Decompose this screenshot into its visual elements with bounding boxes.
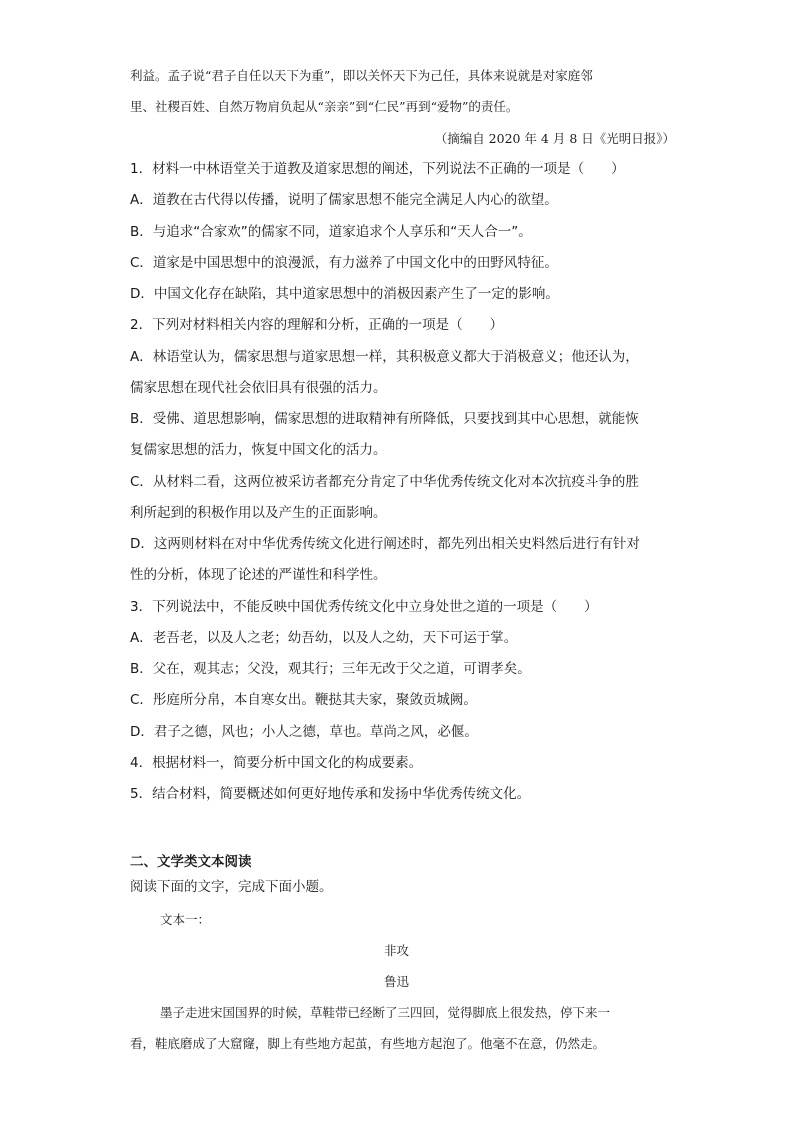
question-2-option-b-cont: 复儒家思想的活力，恢复中国文化的活力。 [130,442,387,458]
section-heading: 二、文学类文本阅读 [130,854,252,870]
story-paragraph-line: 看，鞋底磨成了大窟窿，脚上有些地方起茧，有些地方起泡了。他毫不在意，仍然走。 [130,1036,606,1051]
passage-line: 里、社稷百姓、自然万物肩负起从“亲亲”到“仁民”再到“爱物”的责任。 [130,99,519,114]
section-instruction: 阅读下面的文字，完成下面小题。 [130,879,333,895]
question-3-option-d: D．君子之德，风也；小人之德，草也。草尚之风，必偃。 [130,724,478,740]
question-2-option-b: B．受佛、道思想影响，儒家思想的进取精神有所降低，只要找到其中心思想，就能恢 [130,411,639,427]
question-2-option-a-cont: 儒家思想在现代社会依旧具有很强的活力。 [130,380,387,396]
question-4: 4．根据材料一，简要分析中国文化的构成要素。 [130,755,423,771]
text-label: 文本一： [160,912,211,927]
question-3-stem: 3．下列说法中，不能反映中国优秀传统文化中立身处世之道的一项是（ ） [130,599,598,615]
question-2-option-c: C．从材料二看，这两位被采访者都充分肯定了中华优秀传统文化对本次抗疫斗争的胜 [130,474,639,490]
question-1-option-d: D．中国文化存在缺陷，其中道家思想中的消极因素产生了一定的影响。 [130,286,559,302]
question-5: 5．结合材料，简要概述如何更好地传承和发扬中华优秀传统文化。 [130,786,531,802]
story-paragraph-line: 墨子走进宋国国界的时候，草鞋带已经断了三四回，觉得脚底上很发热，停下来一 [160,1005,611,1020]
question-1-option-b: B．与追求“合家欢”的儒家不同，道家追求个人享乐和“天人合一”。 [130,224,532,240]
question-1-option-a: A．道教在古代得以传播，说明了儒家思想不能完全满足人内心的欲望。 [130,192,558,208]
story-author: 鲁迅 [383,974,409,989]
question-1-option-c: C．道家是中国思想中的浪漫派，有力滋养了中国文化中的田野风特征。 [130,255,558,271]
question-2-option-d: D．这两则材料在对中华优秀传统文化进行阐述时，都先列出相关史料然后进行有针对 [130,536,640,552]
passage-line: 利益。孟子说“君子自任以天下为重”，即以关怀天下为己任，具体来说就是对家庭邻 [130,68,593,83]
question-2-option-a: A．林语堂认为，儒家思想与道家思想一样，其积极意义都大于消极意义；他还认为， [130,349,639,365]
question-3-option-c: C．彤庭所分帛，本自寒女出。鞭挞其夫家，聚敛贡城阙。 [130,692,477,708]
question-3-option-a: A．老吾老，以及人之老；幼吾幼，以及人之幼，天下可运于掌。 [130,630,518,646]
source-citation: （摘编自 2020 年 4 月 8 日《光明日报》） [434,131,675,146]
question-2-option-c-cont: 利所起到的积极作用以及产生的正面影响。 [130,505,387,521]
question-2-stem: 2．下列对材料相关内容的理解和分析，正确的一项是（ ） [130,317,504,333]
question-1-stem: 1．材料一中林语堂关于道教及道家思想的阐述，下列说法不正确的一项是（ ） [130,161,625,177]
story-title: 非攻 [383,943,409,958]
question-2-option-d-cont: 性的分析，体现了论述的严谨性和科学性。 [130,567,387,583]
question-3-option-b: B．父在，观其志；父没，观其行；三年无改于父之道，可谓孝矣。 [130,661,531,677]
